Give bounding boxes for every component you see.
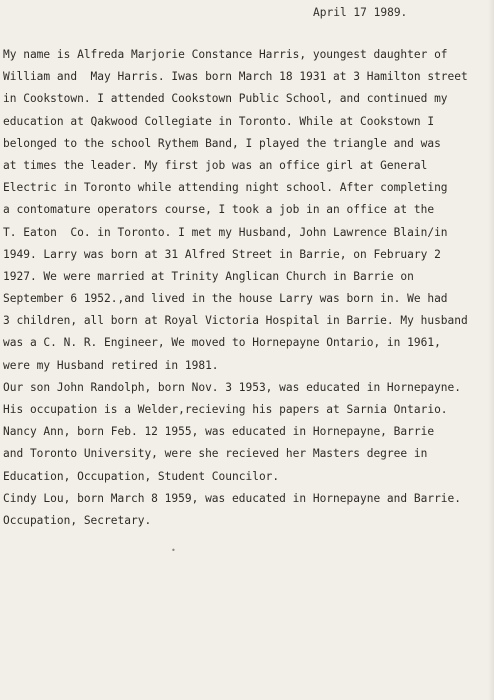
body-line: were my Husband retired in 1981.	[3, 358, 219, 372]
body-line: His occupation is a Welder,recieving his papers at Sarnia Ontario.	[3, 403, 448, 416]
body-line: in Cookstown. I attended Cookstown Public School, and continued my	[3, 92, 448, 106]
body-line: 3 children, all born at Royal Victoria Hospital in Barrie. My husband	[3, 314, 468, 328]
body-line: William and May Harris. Iwas born March 18 1931 at 3 Hamilton street	[3, 70, 468, 84]
paper-smudge-mark: •	[171, 546, 176, 555]
body-line: September 6 1952.,and lived in the house Larry was born in. We had	[3, 292, 448, 306]
body-line: Education, Occupation, Student Councilor.	[3, 469, 280, 483]
body-line: Occupation, Secretary.	[3, 513, 152, 527]
body-line: at times the leader. My first job was an office girl at General	[3, 158, 428, 172]
letter-date: April 17 1989.	[313, 6, 408, 19]
body-line: My name is Alfreda Marjorie Constance Harris, youngest daughter of	[3, 48, 448, 61]
body-line: was a C. N. R. Engineer, We moved to Hornepayne Ontario, in 1961,	[3, 336, 441, 350]
body-line: Our son John Randolph, born Nov. 3 1953, was educated in Hornepayne.	[3, 380, 462, 394]
body-line: a contomature operators course, I took a job in an office at the	[3, 203, 435, 217]
body-line: Electric in Toronto while attending night school. After completing	[3, 181, 448, 195]
body-line: education at Qakwood Collegiate in Toronto. While at Cookstown I	[3, 114, 435, 128]
body-line: Nancy Ann, born Feb. 12 1955, was educated in Hornepayne, Barrie	[3, 425, 435, 439]
body-line: 1949. Larry was born at 31 Alfred Street in Barrie, on February 2	[3, 247, 441, 261]
body-line: 1927. We were married at Trinity Anglican Church in Barrie on	[3, 269, 414, 283]
body-line: belonged to the school Rythem Band, I played the triangle and was	[3, 136, 441, 150]
body-line: T. Eaton Co. in Toronto. I met my Husband, John Lawrence Blain/in	[3, 225, 448, 239]
body-line: and Toronto University, were she recieved her Masters degree in	[3, 447, 428, 461]
body-line: Cindy Lou, born March 8 1959, was educated in Hornepayne and Barrie.	[3, 491, 462, 505]
letter-body	[3, 44, 468, 532]
